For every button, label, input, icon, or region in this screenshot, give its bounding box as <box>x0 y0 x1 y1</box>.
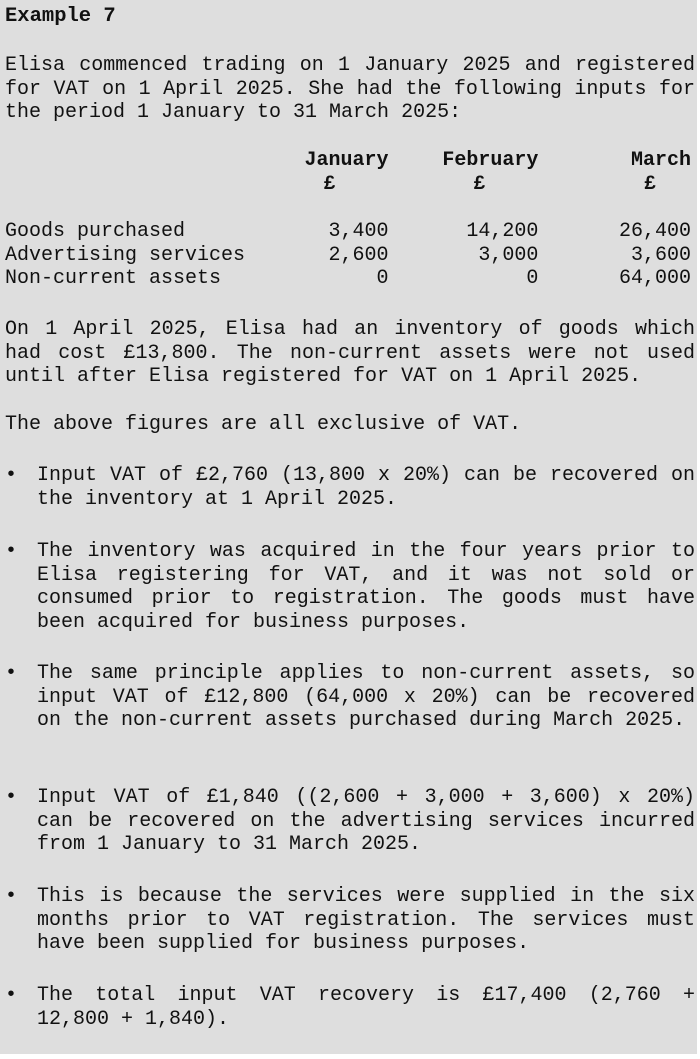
table-row <box>5 220 691 244</box>
table-header-row-months <box>5 149 691 173</box>
bullet-text: The inventory was acquired in the four years prior to Elisa registering for VAT, and it was not sold or consumed prior to registration. The goods must have been acquired for business purposes. <box>37 540 695 634</box>
bullet-text: This is because the services were supplied in the six months prior to VAT registration. The services must have been supplied for business purposes. <box>37 885 695 955</box>
header-march: March <box>630 149 691 172</box>
header-unit-march: £ <box>643 172 656 196</box>
intro-paragraph: Elisa commenced trading on 1 January 2025 and registered for VAT on 1 April 2025. She had the following inputs for the period 1 January to 31 March 2025: <box>5 54 695 124</box>
example-title: Example 7 <box>5 5 116 28</box>
cell-value: 14,200 <box>466 220 539 243</box>
row-label: Advertising services <box>5 243 246 267</box>
cell-value: 64,000 <box>618 267 691 290</box>
bullet-icon: • <box>5 786 18 809</box>
bullet-icon: • <box>5 662 18 685</box>
cell-value: 3,000 <box>478 243 539 267</box>
bullet-icon: • <box>5 540 18 563</box>
row-label: Goods purchased <box>5 220 186 243</box>
cell-value: 0 <box>376 267 389 290</box>
bullet-icon: • <box>5 984 18 1007</box>
bullet-text: The total input VAT recovery is £17,400 (2,760 + 12,800 + 1,840). <box>37 984 695 1031</box>
cell-value: 26,400 <box>618 220 691 243</box>
header-january: January <box>304 149 389 172</box>
row-label: Non-current assets <box>5 267 222 290</box>
cell-value: 3,600 <box>630 243 691 267</box>
header-february: February <box>442 149 539 172</box>
table-spacer-row <box>5 196 691 220</box>
cell-value: 2,600 <box>328 243 389 267</box>
bullet-text: Input VAT of £2,760 (13,800 x 20%) can be recovered on the inventory at 1 April 2025. <box>37 464 695 511</box>
table-row <box>5 244 691 268</box>
list-item <box>5 984 695 1031</box>
cell-value: 3,400 <box>328 220 389 243</box>
bullet-text: Input VAT of £1,840 ((2,600 + 3,000 + 3,600) x 20%) can be recovered on the advertising services incurred from 1 January to 31 March 2025. <box>37 786 695 856</box>
list-item <box>5 662 695 733</box>
header-label-blank <box>5 149 245 173</box>
header-unit-january: £ <box>323 172 336 196</box>
table-header-row-units <box>5 173 691 197</box>
inventory-paragraph: On 1 April 2025, Elisa had an inventory of goods which had cost £13,800. The non-current assets were not used until after Elisa registered for VAT on 1 April 2025. <box>5 318 695 388</box>
exclusive-vat-paragraph: The above figures are all exclusive of VAT. <box>5 413 522 436</box>
bullet-text: The same principle applies to non-current assets, so input VAT of £12,800 (64,000 x 20%) can be recovered on the non-current assets purchased during March 2025. <box>37 662 695 732</box>
list-item <box>5 885 695 956</box>
bullet-icon: • <box>5 885 18 908</box>
header-unit-blank <box>5 173 245 197</box>
bullet-icon: • <box>5 464 18 487</box>
list-item <box>5 540 695 634</box>
list-item <box>5 786 695 857</box>
cell-value: 0 <box>526 267 539 290</box>
inputs-table <box>5 149 691 291</box>
list-item <box>5 464 695 511</box>
table-row <box>5 267 691 291</box>
header-unit-february: £ <box>473 172 486 196</box>
